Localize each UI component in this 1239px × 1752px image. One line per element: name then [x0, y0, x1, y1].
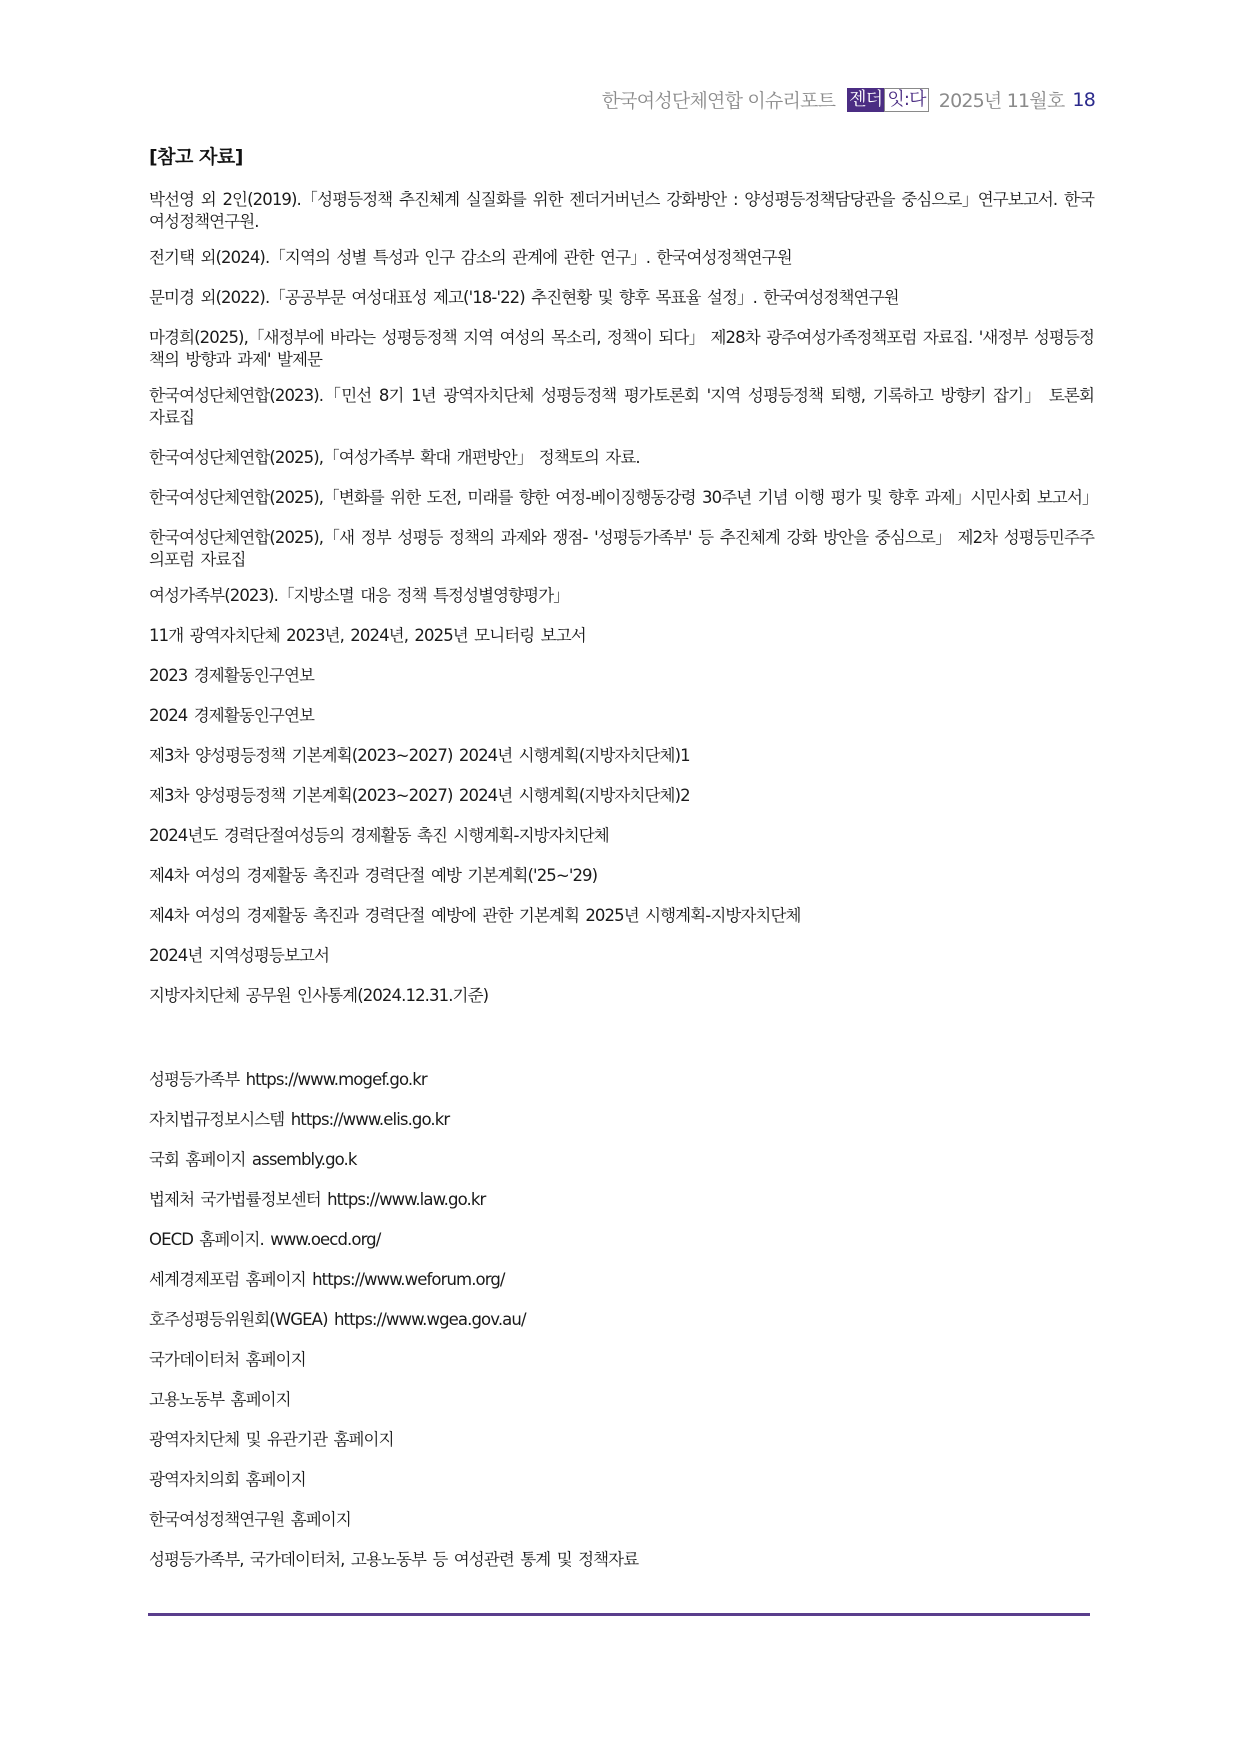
- website-item: 성평등가족부 https://www.mogef.go.kr: [149, 1070, 427, 1089]
- footer-divider: [148, 1613, 1090, 1616]
- website-item: 자치법규정보시스템 https://www.elis.go.kr: [149, 1110, 450, 1129]
- reference-item: 제3차 양성평등정책 기본계획(2023~2027) 2024년 시행계획(지방자치단체)2: [149, 786, 690, 805]
- reference-item: 한국여성단체연합(2023).「민선 8기 1년 광역자치단체 성평등정책 평가토론회 '지역 성평등정책 퇴행, 기록하고 방향키 잡기」 토론회 자료집: [149, 386, 1094, 427]
- website-item: 국가데이터처 홈페이지: [149, 1350, 306, 1369]
- section-title: [참고 자료]: [149, 146, 243, 168]
- reference-item: 제4차 여성의 경제활동 촉진과 경력단절 예방에 관한 기본계획 2025년 시행계획-지방자치단체: [149, 906, 801, 925]
- website-item: 세계경제포럼 홈페이지 https://www.weforum.org/: [149, 1270, 505, 1289]
- references-content: [149, 142, 1098, 1589]
- reference-item: 여성가족부(2023).「지방소멸 대응 정책 특정성별영향평가」: [149, 586, 569, 605]
- website-item: 국회 홈페이지 assembly.go.k: [149, 1150, 357, 1169]
- website-item: 성평등가족부, 국가데이터처, 고용노동부 등 여성관련 통계 및 정책자료: [149, 1550, 639, 1569]
- reference-item: 제3차 양성평등정책 기본계획(2023~2027) 2024년 시행계획(지방자치단체)1: [149, 746, 690, 765]
- reference-item: 제4차 여성의 경제활동 촉진과 경력단절 예방 기본계획('25~'29): [149, 866, 598, 885]
- publication-badge: [847, 88, 929, 112]
- website-item: 호주성평등위원회(WGEA) https://www.wgea.gov.au/: [149, 1310, 526, 1329]
- reference-item: 2024년도 경력단절여성등의 경제활동 촉진 시행계획-지방자치단체: [149, 826, 609, 845]
- badge-light-part: 잇:다: [884, 88, 928, 112]
- reference-item: 문미경 외(2022).「공공부문 여성대표성 제고('18-'22) 추진현황 및 향후 목표율 설정」. 한국여성정책연구원: [149, 288, 899, 307]
- page-header: [602, 86, 1095, 113]
- reference-item: 지방자치단체 공무원 인사통계(2024.12.31.기준): [149, 986, 489, 1005]
- reference-item: 한국여성단체연합(2025),「변화를 위한 도전, 미래를 향한 여정-베이징행동강령 30주년 기념 이행 평가 및 향후 과제」시민사회 보고서」: [149, 488, 1098, 507]
- website-item: 한국여성정책연구원 홈페이지: [149, 1510, 351, 1529]
- website-item: 광역자치단체 및 유관기관 홈페이지: [149, 1430, 394, 1449]
- header-issue-date: 2025년 11월호: [938, 90, 1065, 112]
- reference-item: 박선영 외 2인(2019).「성평등정책 추진체계 실질화를 위한 젠더거버넌스 강화방안 : 양성평등정책담당관을 중심으로」연구보고서. 한국여성정책연구원.: [149, 190, 1094, 231]
- website-item: 법제처 국가법률정보센터 https://www.law.go.kr: [149, 1190, 486, 1209]
- reference-item: 마경희(2025),「새정부에 바라는 성평등정책 지역 여성의 목소리, 정책이 되다」 제28차 광주여성가족정책포럼 자료집. '새정부 성평등정책의 방향과 과제' 발제문: [149, 328, 1094, 369]
- section-spacer: [149, 1025, 1094, 1069]
- reference-item: 전기택 외(2024).「지역의 성별 특성과 인구 감소의 관계에 관한 연구」. 한국여성정책연구원: [149, 248, 792, 267]
- reference-item: 한국여성단체연합(2025),「여성가족부 확대 개편방안」 정책토의 자료.: [149, 448, 640, 467]
- website-item: 광역자치의회 홈페이지: [149, 1470, 306, 1489]
- website-item: OECD 홈페이지. www.oecd.org/: [149, 1230, 381, 1249]
- badge-dark-part: 젠더: [849, 88, 883, 110]
- reference-item: 2024 경제활동인구연보: [149, 706, 315, 725]
- reference-item: 11개 광역자치단체 2023년, 2024년, 2025년 모니터링 보고서: [149, 626, 586, 645]
- reference-item: 한국여성단체연합(2025),「새 정부 성평등 정책의 과제와 쟁점- '성평등가족부' 등 추진체계 강화 방안을 중심으로」 제2차 성평등민주주의포럼 자료집: [149, 528, 1094, 569]
- reference-item: 2024년 지역성평등보고서: [149, 946, 330, 965]
- reference-item: 2023 경제활동인구연보: [149, 666, 315, 685]
- page-number: 18: [1072, 88, 1095, 111]
- header-org-title: 한국여성단체연합 이슈리포트: [601, 90, 836, 112]
- website-list: [149, 1069, 1094, 1571]
- website-item: 고용노동부 홈페이지: [149, 1390, 291, 1409]
- reference-list: [149, 189, 1098, 1007]
